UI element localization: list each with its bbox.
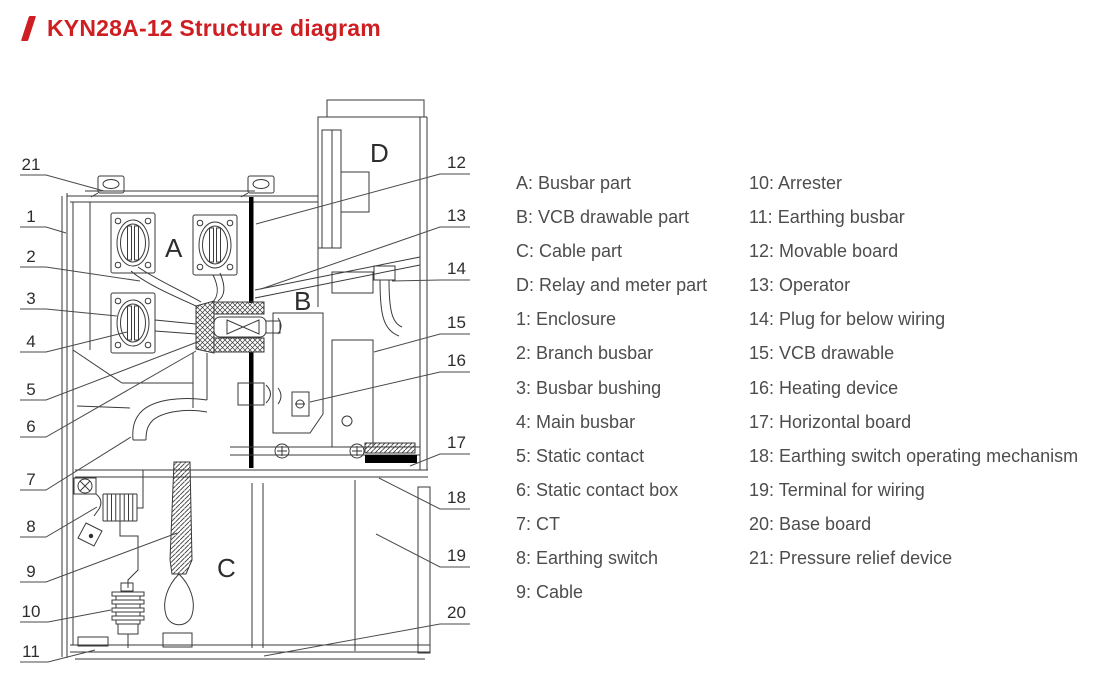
movable-board-and-contact-box (196, 197, 280, 468)
legend-item: 17: Horizontal board (749, 411, 912, 432)
legend-item: 16: Heating device (749, 377, 899, 398)
callout-15: 15 (447, 313, 466, 332)
legend-item: 12: Movable board (749, 241, 899, 262)
callout-14: 14 (447, 259, 466, 278)
legend-item: 3: Busbar bushing (516, 377, 662, 398)
legend-item: 9: Cable (516, 582, 584, 603)
legend-item: 15: VCB drawable (749, 343, 895, 364)
bushing-flange (111, 293, 155, 353)
callout-9: 9 (26, 562, 36, 581)
callout-5: 5 (26, 380, 36, 399)
compartment-a-label: A (165, 233, 183, 263)
switchgear-cross-section-drawing (0, 0, 520, 674)
legend-item: 14: Plug for below wiring (749, 309, 946, 330)
callout-20: 20 (447, 603, 466, 622)
callout-21: 21 (21, 155, 41, 174)
legend-item: C: Cable part (516, 241, 623, 262)
legend-item: 21: Pressure relief device (749, 548, 953, 569)
callout-17: 17 (447, 433, 466, 452)
callout-16: 16 (447, 351, 466, 370)
compartment-b-label: B (294, 286, 312, 316)
legend-item: 7: CT (516, 513, 561, 534)
legend-item: 19: Terminal for wiring (749, 479, 925, 500)
heating-device (292, 392, 309, 416)
legend-item: 5: Static contact (516, 445, 645, 466)
callout-1: 1 (26, 207, 36, 226)
callout-8: 8 (26, 517, 36, 536)
compartment-d-label: D (370, 138, 389, 168)
legend-item: A: Busbar part (516, 173, 632, 193)
plug-fitting (374, 266, 395, 280)
callout-7: 7 (26, 470, 36, 489)
callout-3: 3 (26, 289, 36, 308)
callout-18: 18 (447, 488, 466, 507)
enclosure-outline (62, 176, 318, 658)
legend-item: 11: Earthing busbar (749, 207, 905, 228)
bushing-flange (193, 215, 237, 275)
legend-item: 1: Enclosure (516, 309, 617, 330)
compartment-c-label: C (217, 553, 236, 583)
legend-item: 18: Earthing switch operating mechanism (749, 445, 1079, 466)
callout-6: 6 (26, 417, 36, 436)
horizontal-board (75, 470, 428, 477)
legend-item: D: Relay and meter part (516, 275, 708, 296)
callout-19: 19 (447, 546, 466, 565)
callout-11: 11 (22, 642, 40, 661)
legend-item: 6: Static contact box (516, 479, 679, 500)
callouts-right (256, 153, 470, 656)
earthing-switch (74, 470, 143, 588)
legend-column-left (516, 166, 707, 609)
callout-4: 4 (26, 332, 36, 351)
legend-item: 4: Main busbar (516, 411, 636, 432)
lead-screw (365, 443, 415, 453)
legend-item: B: VCB drawable part (516, 207, 690, 228)
legend-item: 8: Earthing switch (516, 548, 659, 569)
callout-12: 12 (447, 153, 466, 172)
legend-item: 13: Operator (749, 275, 851, 296)
callout-10: 10 (21, 602, 41, 621)
legend-item: 2: Branch busbar (516, 343, 654, 364)
callouts-left (20, 155, 200, 662)
cable-termination (165, 574, 194, 625)
vcb-drawable-part (230, 266, 420, 463)
page-title: KYN28A-12 Structure diagram (47, 15, 381, 41)
callout-13: 13 (447, 206, 466, 225)
callout-2: 2 (26, 247, 36, 266)
arrester (112, 583, 144, 648)
cable (165, 462, 194, 625)
legend-item: 10: Arrester (749, 173, 843, 193)
earthing-conductor (120, 521, 138, 588)
legend-item: 20: Base board (749, 513, 872, 534)
bushing-flange (111, 213, 155, 273)
legend-column-right (749, 166, 1078, 575)
